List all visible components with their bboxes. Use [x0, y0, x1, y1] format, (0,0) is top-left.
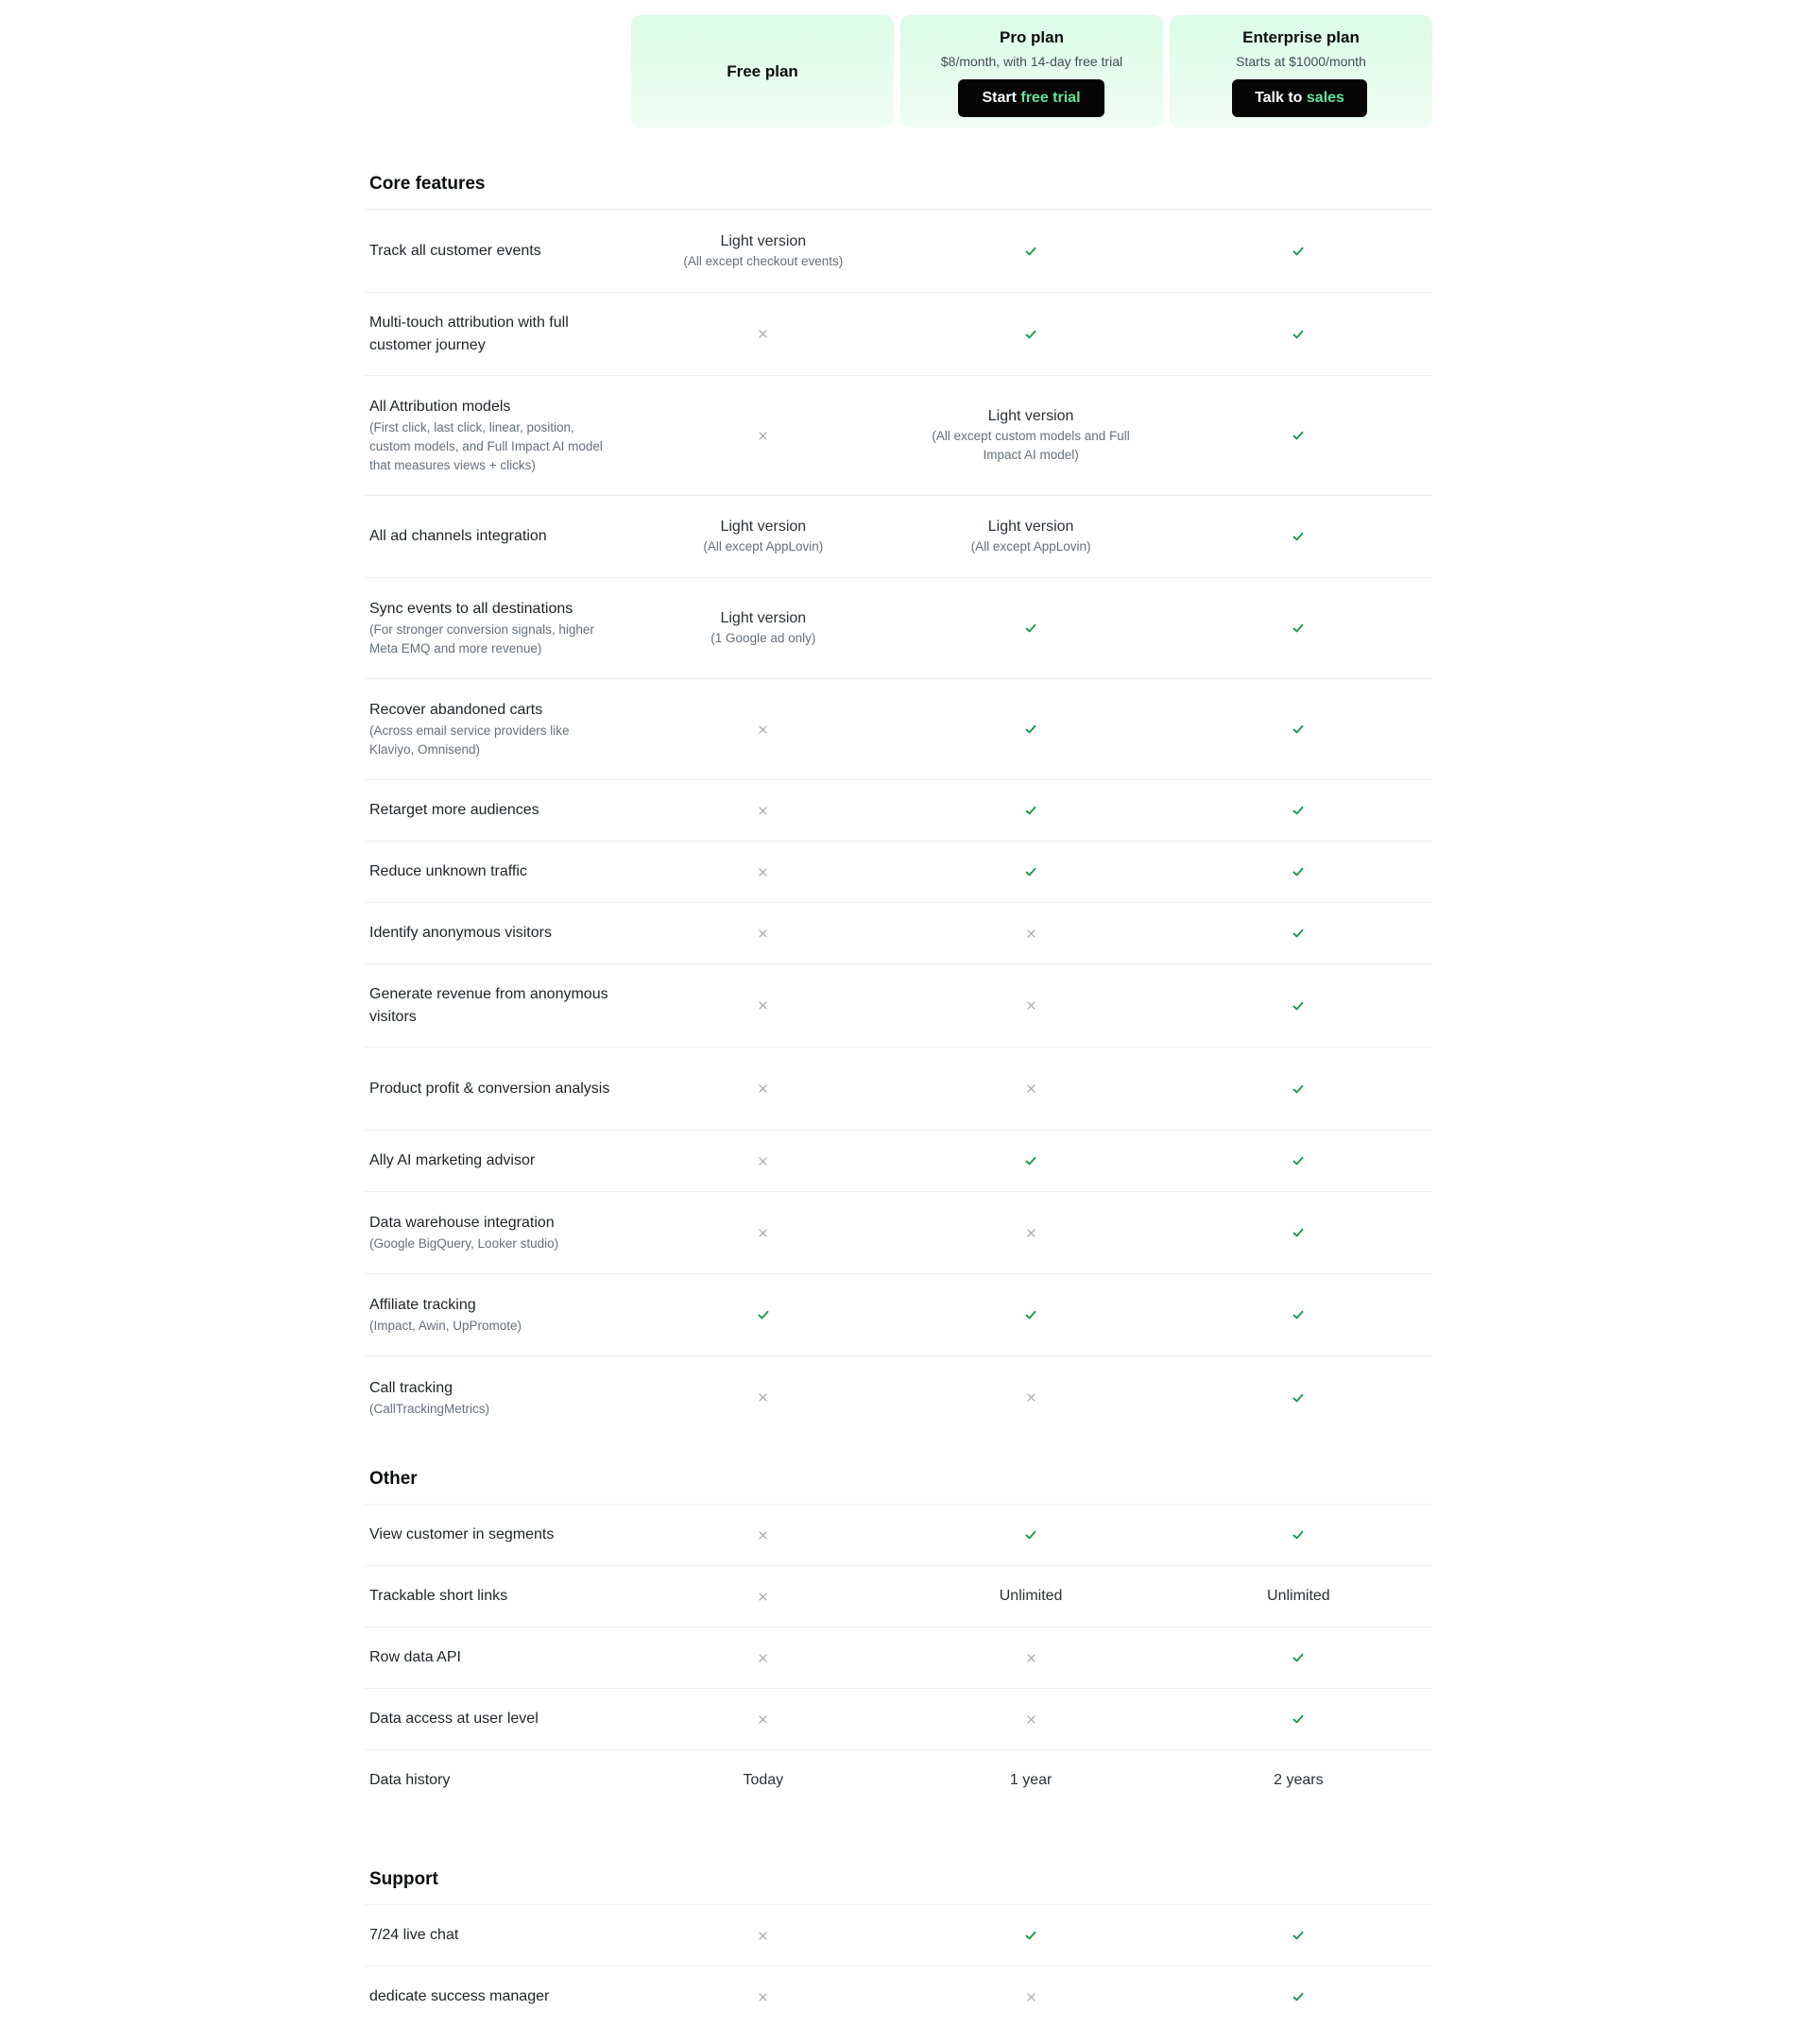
table-row	[365, 1273, 1432, 1355]
start-free-trial-button[interactable]	[958, 79, 1104, 117]
free-value-cell	[629, 330, 897, 338]
table-row	[365, 779, 1432, 841]
check-icon	[1292, 866, 1304, 877]
table-row	[365, 375, 1432, 495]
feature-note: (Across email service providers like Klaviyo, Omnisend)	[369, 724, 570, 757]
value-text: Light version	[720, 610, 807, 626]
feature-cell	[365, 1524, 629, 1546]
feature-label: Data access at user level	[369, 1711, 539, 1727]
check-icon	[1025, 724, 1036, 735]
table-row	[365, 1688, 1432, 1749]
check-icon	[1292, 1155, 1304, 1167]
table-row	[365, 1130, 1432, 1191]
enterprise-plan-name: Enterprise plan	[1242, 28, 1360, 46]
check-icon	[1292, 1930, 1304, 1941]
check-icon	[1292, 430, 1304, 441]
check-icon	[1025, 329, 1036, 340]
pro-value-cell	[897, 1770, 1164, 1791]
x-icon	[759, 1593, 767, 1601]
x-icon	[759, 1084, 767, 1093]
feature-label: Retarget more audiences	[369, 802, 539, 818]
check-icon	[1025, 1930, 1036, 1941]
check-icon	[1292, 1713, 1304, 1725]
pro-value-cell	[897, 1084, 1164, 1093]
pro-value-cell	[897, 1309, 1164, 1320]
table-row	[365, 1047, 1432, 1130]
pro-value-cell	[897, 1001, 1164, 1010]
feature-cell	[365, 1294, 629, 1336]
talk-to-sales-button[interactable]	[1232, 79, 1367, 117]
check-icon	[1025, 1529, 1036, 1541]
feature-label: All Attribution models	[369, 399, 511, 415]
enterprise-value-cell	[1165, 1227, 1432, 1238]
enterprise-value-cell	[1165, 430, 1432, 441]
x-icon	[759, 1001, 767, 1010]
x-icon	[759, 807, 767, 815]
cta-prefix: Start	[982, 90, 1021, 106]
feature-cell	[365, 240, 629, 263]
check-icon	[1292, 329, 1304, 340]
section-spacer	[365, 1811, 1432, 1839]
feature-label: Affiliate tracking	[369, 1297, 476, 1313]
feature-note: (Google BigQuery, Looker studio)	[369, 1236, 559, 1251]
check-icon	[1292, 1652, 1304, 1663]
pro-value-cell	[897, 805, 1164, 816]
pro-value-cell	[897, 1586, 1164, 1607]
enterprise-value-cell	[1165, 1529, 1432, 1541]
pro-plan-name: Pro plan	[999, 28, 1064, 46]
value-text: Unlimited	[999, 1588, 1063, 1604]
feature-cell	[365, 1708, 629, 1730]
pro-value-cell	[897, 1529, 1164, 1541]
table-row	[365, 209, 1432, 292]
check-icon	[758, 1309, 769, 1320]
feature-cell	[365, 860, 629, 883]
feature-label: dedicate success manager	[369, 1988, 550, 2004]
value-text: 1 year	[1009, 1772, 1053, 1788]
feature-label: Data history	[369, 1772, 451, 1788]
x-icon	[759, 1932, 767, 1940]
feature-note: (For stronger conversion signals, higher Meta EMQ and more revenue)	[369, 622, 594, 656]
enterprise-plan-price: Starts at $1000/month	[1236, 54, 1366, 69]
x-icon	[1027, 1229, 1035, 1237]
feature-cell	[365, 1078, 629, 1100]
pro-value-cell	[897, 1155, 1164, 1167]
free-value-cell	[629, 1393, 897, 1402]
feature-cell	[365, 799, 629, 822]
check-icon	[1292, 805, 1304, 816]
x-icon	[1027, 929, 1035, 938]
check-icon	[1025, 1309, 1036, 1320]
x-icon	[759, 868, 767, 877]
feature-label: Ally AI marketing advisor	[369, 1152, 536, 1168]
value-text: Light version	[987, 408, 1074, 424]
x-icon	[1027, 1084, 1035, 1093]
check-icon	[1292, 622, 1304, 634]
enterprise-value-cell	[1165, 1309, 1432, 1320]
feature-cell	[365, 1377, 629, 1419]
feature-table	[365, 144, 1432, 2027]
value-note: (All except AppLovin)	[703, 539, 824, 554]
pro-value-cell	[897, 929, 1164, 938]
feature-cell	[365, 312, 629, 357]
enterprise-value-cell	[1165, 866, 1432, 877]
enterprise-value-cell	[1165, 329, 1432, 340]
pro-value-cell	[897, 1715, 1164, 1724]
enterprise-value-cell	[1165, 1991, 1432, 2002]
value-note: (All except custom models and Full Impact AI model)	[932, 429, 1130, 462]
x-icon	[759, 330, 767, 338]
feature-cell	[365, 598, 629, 658]
pro-value-cell	[897, 1654, 1164, 1662]
feature-label: Generate revenue from anonymous visitors	[369, 985, 608, 1025]
section-0	[365, 144, 1432, 1439]
table-row	[365, 1966, 1432, 2027]
pro-value-cell	[897, 866, 1164, 877]
free-value-cell	[629, 1770, 897, 1791]
plan-header	[365, 0, 1432, 144]
feature-cell	[365, 396, 629, 475]
enterprise-value-cell	[1165, 1770, 1432, 1791]
section-title: Support	[369, 1869, 438, 1889]
value-text: Today	[743, 1772, 784, 1788]
table-row	[365, 1355, 1432, 1439]
check-icon	[1025, 866, 1036, 877]
free-value-cell	[629, 432, 897, 440]
x-icon	[759, 725, 767, 734]
feature-cell	[365, 1985, 629, 2008]
check-icon	[1025, 1155, 1036, 1167]
free-value-cell	[629, 1993, 897, 2001]
x-icon	[759, 432, 767, 440]
value-note: (All except AppLovin)	[970, 539, 1091, 554]
value-note: (All except checkout events)	[683, 253, 844, 268]
check-icon	[1292, 1000, 1304, 1012]
free-value-cell	[629, 807, 897, 815]
table-row	[365, 1191, 1432, 1273]
feature-label: Data warehouse integration	[369, 1215, 555, 1231]
check-icon	[1292, 246, 1304, 257]
table-row	[365, 1749, 1432, 1811]
feature-label: Trackable short links	[369, 1588, 508, 1604]
feature-label: Product profit & conversion analysis	[369, 1080, 610, 1097]
check-icon	[1292, 1227, 1304, 1238]
x-icon	[1027, 1715, 1035, 1724]
value-text: 2 years	[1274, 1772, 1324, 1788]
value-text: Unlimited	[1267, 1588, 1330, 1604]
free-value-cell	[629, 868, 897, 877]
cta-accent: sales	[1306, 90, 1344, 106]
section-1	[365, 1439, 1432, 1839]
feature-label: Row data API	[369, 1649, 461, 1665]
enterprise-value-cell	[1165, 1713, 1432, 1725]
table-row	[365, 1627, 1432, 1688]
enterprise-value-cell	[1165, 724, 1432, 735]
pro-value-cell	[897, 622, 1164, 634]
enterprise-value-cell	[1165, 805, 1432, 816]
feature-label: 7/24 live chat	[369, 1927, 459, 1943]
check-icon	[1292, 724, 1304, 735]
check-icon	[1025, 246, 1036, 257]
pro-value-cell	[897, 246, 1164, 257]
x-icon	[1027, 1001, 1035, 1010]
value-note: (1 Google ad only)	[710, 631, 816, 645]
check-icon	[1025, 805, 1036, 816]
enterprise-value-cell	[1165, 1652, 1432, 1663]
enterprise-value-cell	[1165, 1000, 1432, 1012]
feature-cell	[365, 1150, 629, 1172]
check-icon	[1292, 1991, 1304, 2002]
table-row	[365, 1565, 1432, 1627]
table-row	[365, 963, 1432, 1047]
feature-note: (CallTrackingMetrics)	[369, 1401, 490, 1416]
table-row	[365, 841, 1432, 902]
x-icon	[759, 929, 767, 938]
section-title: Other	[369, 1469, 418, 1489]
free-value-cell	[629, 1715, 897, 1724]
pro-value-cell	[897, 329, 1164, 340]
pro-value-cell	[897, 406, 1164, 465]
enterprise-value-cell	[1165, 531, 1432, 542]
feature-label: View customer in segments	[369, 1526, 555, 1542]
feature-cell	[365, 1212, 629, 1253]
section-2	[365, 1839, 1432, 2027]
cta-prefix: Talk to	[1255, 90, 1307, 106]
table-row	[365, 577, 1432, 678]
free-value-cell	[629, 1229, 897, 1237]
feature-cell	[365, 1769, 629, 1792]
free-value-cell	[629, 231, 897, 271]
table-row	[365, 902, 1432, 963]
table-row	[365, 678, 1432, 779]
pro-value-cell	[897, 1993, 1164, 2001]
enterprise-value-cell	[1165, 928, 1432, 939]
pro-value-cell	[897, 1930, 1164, 1941]
pricing-comparison	[365, 0, 1432, 2027]
x-icon	[759, 1715, 767, 1724]
enterprise-value-cell	[1165, 246, 1432, 257]
enterprise-value-cell	[1165, 622, 1432, 634]
check-icon	[1292, 1392, 1304, 1404]
table-row	[365, 292, 1432, 375]
enterprise-value-cell	[1165, 1155, 1432, 1167]
value-text: Light version	[987, 519, 1074, 535]
feature-note: (Impact, Awin, UpPromote)	[369, 1319, 522, 1333]
free-value-cell	[629, 929, 897, 938]
value-text: Light version	[720, 232, 807, 249]
pro-value-cell	[897, 724, 1164, 735]
enterprise-value-cell	[1165, 1392, 1432, 1404]
x-icon	[1027, 1993, 1035, 2001]
feature-label: Reduce unknown traffic	[369, 863, 527, 879]
feature-cell	[365, 699, 629, 759]
enterprise-plan-card	[1170, 15, 1432, 128]
feature-label: All ad channels integration	[369, 528, 547, 544]
section-title: Core features	[369, 174, 486, 194]
free-value-cell	[629, 517, 897, 556]
table-row	[365, 1504, 1432, 1565]
free-value-cell	[629, 1309, 897, 1320]
check-icon	[1292, 1529, 1304, 1541]
cta-accent: free trial	[1020, 90, 1081, 106]
feature-cell	[365, 1585, 629, 1608]
enterprise-value-cell	[1165, 1930, 1432, 1941]
free-value-cell	[629, 1001, 897, 1010]
enterprise-value-cell	[1165, 1083, 1432, 1095]
feature-label: Track all customer events	[369, 242, 541, 259]
free-plan-name: Free plan	[727, 62, 798, 80]
pro-plan-price: $8/month, with 14-day free trial	[940, 54, 1123, 69]
x-icon	[759, 1229, 767, 1237]
pro-value-cell	[897, 517, 1164, 556]
free-value-cell	[629, 1654, 897, 1662]
feature-cell	[365, 525, 629, 548]
free-value-cell	[629, 1084, 897, 1093]
enterprise-value-cell	[1165, 1586, 1432, 1607]
feature-label: Multi-touch attribution with full customer journey	[369, 314, 569, 353]
feature-note: (First click, last click, linear, position, custom models, and Full Impact AI model that measures views + clicks)	[369, 420, 603, 472]
pro-value-cell	[897, 1229, 1164, 1237]
free-plan-card	[631, 15, 894, 128]
feature-cell	[365, 1646, 629, 1669]
x-icon	[759, 1531, 767, 1540]
feature-label: Call tracking	[369, 1379, 454, 1396]
x-icon	[759, 1157, 767, 1166]
x-icon	[759, 1393, 767, 1402]
table-row	[365, 495, 1432, 577]
pro-plan-card	[900, 15, 1163, 128]
free-value-cell	[629, 1157, 897, 1166]
check-icon	[1292, 531, 1304, 542]
x-icon	[1027, 1393, 1035, 1402]
x-icon	[759, 1654, 767, 1662]
x-icon	[1027, 1654, 1035, 1662]
feature-cell	[365, 983, 629, 1029]
check-icon	[1292, 1309, 1304, 1320]
feature-label: Identify anonymous visitors	[369, 925, 552, 941]
free-value-cell	[629, 1531, 897, 1540]
check-icon	[1292, 928, 1304, 939]
feature-label: Sync events to all destinations	[369, 601, 573, 617]
check-icon	[1292, 1083, 1304, 1095]
feature-label: Recover abandoned carts	[369, 702, 543, 718]
free-value-cell	[629, 725, 897, 734]
free-value-cell	[629, 1932, 897, 1940]
check-icon	[1025, 622, 1036, 634]
free-value-cell	[629, 1593, 897, 1601]
pro-value-cell	[897, 1393, 1164, 1402]
x-icon	[759, 1993, 767, 2001]
free-value-cell	[629, 608, 897, 648]
feature-cell	[365, 1924, 629, 1947]
value-text: Light version	[720, 519, 807, 535]
feature-cell	[365, 922, 629, 945]
table-row	[365, 1904, 1432, 1966]
